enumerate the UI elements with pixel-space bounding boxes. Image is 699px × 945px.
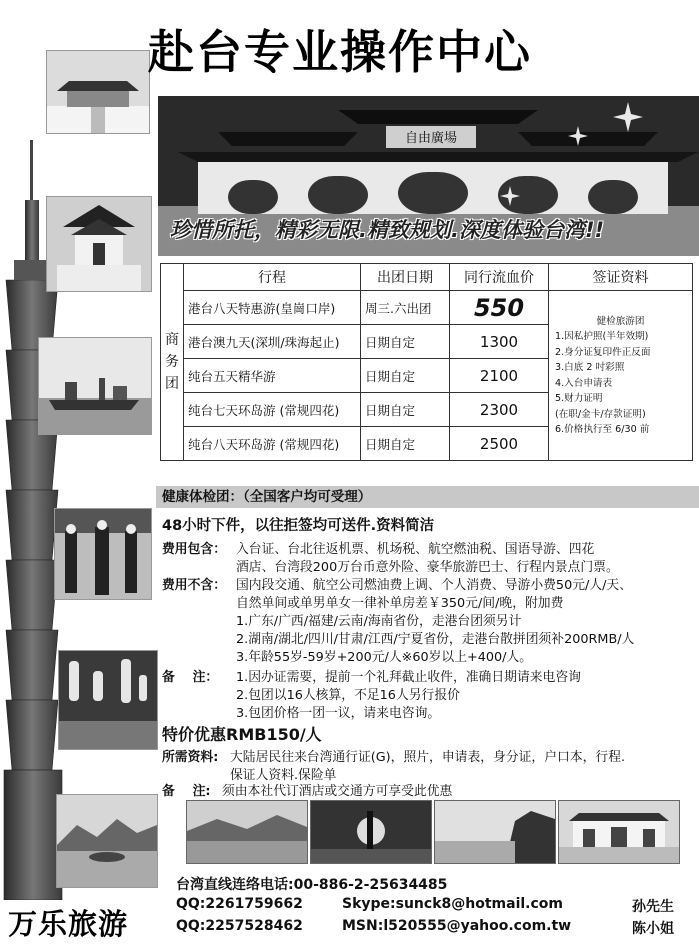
notes-line: 3.包团价格一团一议，请来电咨询。 [236,706,441,721]
sunset-tower-photo [310,800,432,864]
memorial-hall-photo [46,196,152,292]
table-header-row [161,264,693,291]
column-header-price: 同行流血价 [450,264,549,291]
health-check-bar: 健康体检团：（全国客户均可受理） [156,486,699,508]
visa-title: 健检旅游团 [596,315,645,327]
include-label: 费用包含： [162,542,226,557]
visa-item: 3.白底 2 吋彩照 [555,362,625,373]
notes2-text: 须由本社代订酒店或交通方可享受此优惠 [222,784,453,799]
route-name: 纯台七天环岛游 (常规四花) [184,393,361,427]
contact-name-1: 孙先生 [632,899,674,915]
sun-moon-lake-photo [56,794,158,888]
visa-item: 4.入台申请表 [555,377,613,389]
coastline-photo [434,800,556,864]
route-name: 纯台八天环岛游 (常规四花) [184,427,361,461]
include-line: 入台证、台北往返机票、机场税、航空燃油税、国语导游、四花 [236,542,595,557]
notes-line: 1.因办证需要，提前一个礼拜截止收件，准确日期请来电咨询 [236,670,581,685]
lakeside-photo [186,800,308,864]
page-title: 赴台专业操作中心 [148,25,532,79]
notes2-label: 备 注: [162,784,211,799]
qq-contact-1: QQ:2261759662 [176,896,303,912]
exclude-line: 3.年龄55岁-59岁+200元/人※60岁以上+400/人。 [236,650,533,665]
qq-contact-2: QQ:2257528462 [176,918,303,934]
gate-sign-text: 自由廣場 [404,131,458,146]
departure-date: 周三.六出团 [361,291,450,325]
visa-item: 1.因私护照(半年效期) [555,331,649,342]
exclude-line: 2.湖南/湖北/四川/甘肃/江西/宁夏省份，走港台散拼团须补200RMB/人 [236,632,635,647]
price-value: 550 [450,291,549,325]
taiwan-phone: 台湾直线连络电话:00-886-2-25634485 [176,877,448,893]
honor-guard-photo [54,508,152,600]
departure-date: 日期自定 [361,393,450,427]
route-name: 港台八天特惠游(皇崗口岸) [184,291,361,325]
contact-name-2: 陈小姐 [632,921,674,937]
skype-contact: Skype:sunck8@hotmail.com [342,896,563,912]
route-name: 港台澳九天(深圳/珠海起止) [184,325,361,359]
departure-date: 日期自定 [361,427,450,461]
price-value: 2500 [450,427,549,461]
route-price-table [160,263,693,461]
exclude-line: 1.广东/广西/福建/云南/海南省份，走港台团须另计 [236,614,522,629]
group-label: 商务团 [165,332,179,392]
visa-item: 6.价格执行至 6/30 前 [555,424,650,435]
special-offer-title: 特价优惠RMB150/人 [162,725,322,744]
column-header-date: 出团日期 [361,264,450,291]
price-value: 2100 [450,359,549,393]
group-label-cell [161,264,184,461]
route-name: 纯台五天精华游 [184,359,361,393]
slogan: 珍惜所托，精彩无限.精致规划.深度体验台湾!! [170,218,605,242]
table-row [161,291,693,325]
required-label: 所需资料: [162,750,219,765]
exclude-label: 费用不含： [162,578,226,593]
visa-item: (在职/金卡/存款证明) [555,408,646,420]
harbor-ship-photo [38,337,152,435]
health-headline: 48小时下件，以往拒签均可送件.资料简洁 [162,518,435,534]
visa-requirements [549,291,693,461]
msn-contact: MSN:l520555@yahoo.com.tw [342,918,572,934]
required-line: 保证人资料.保险单 [230,768,337,783]
price-value: 2300 [450,393,549,427]
include-line: 酒店、台湾段200万台币意外险、豪华旅游巴士、行程内景点门票。 [236,560,619,575]
palace-museum-photo [46,50,150,134]
column-header-visa: 签证资料 [549,264,693,291]
gate-archway-photo [558,800,680,864]
departure-date: 日期自定 [361,359,450,393]
notes-line: 2.包团以16人核算，不足16人另行报价 [236,688,460,703]
notes-label: 备 注： [162,670,219,685]
exclude-line: 自然单间或单男单女一律补单房差￥350元/间/晚，附加费 [236,596,564,611]
column-header-route: 行程 [184,264,361,291]
visa-item: 2.身分证复印件正反面 [555,346,651,358]
brand-name: 万乐旅游 [8,907,129,941]
required-line: 大陆居民往来台湾通行证(G)，照片，申请表，身分证，户口本，行程. [230,750,626,765]
visa-item: 5.财力证明 [555,393,603,404]
exclude-line: 国内段交通、航空公司燃油费上调、个人消费、导游小费50元/人/天、 [236,578,633,593]
departure-date: 日期自定 [361,325,450,359]
night-market-photo [58,650,158,750]
price-value: 1300 [450,325,549,359]
